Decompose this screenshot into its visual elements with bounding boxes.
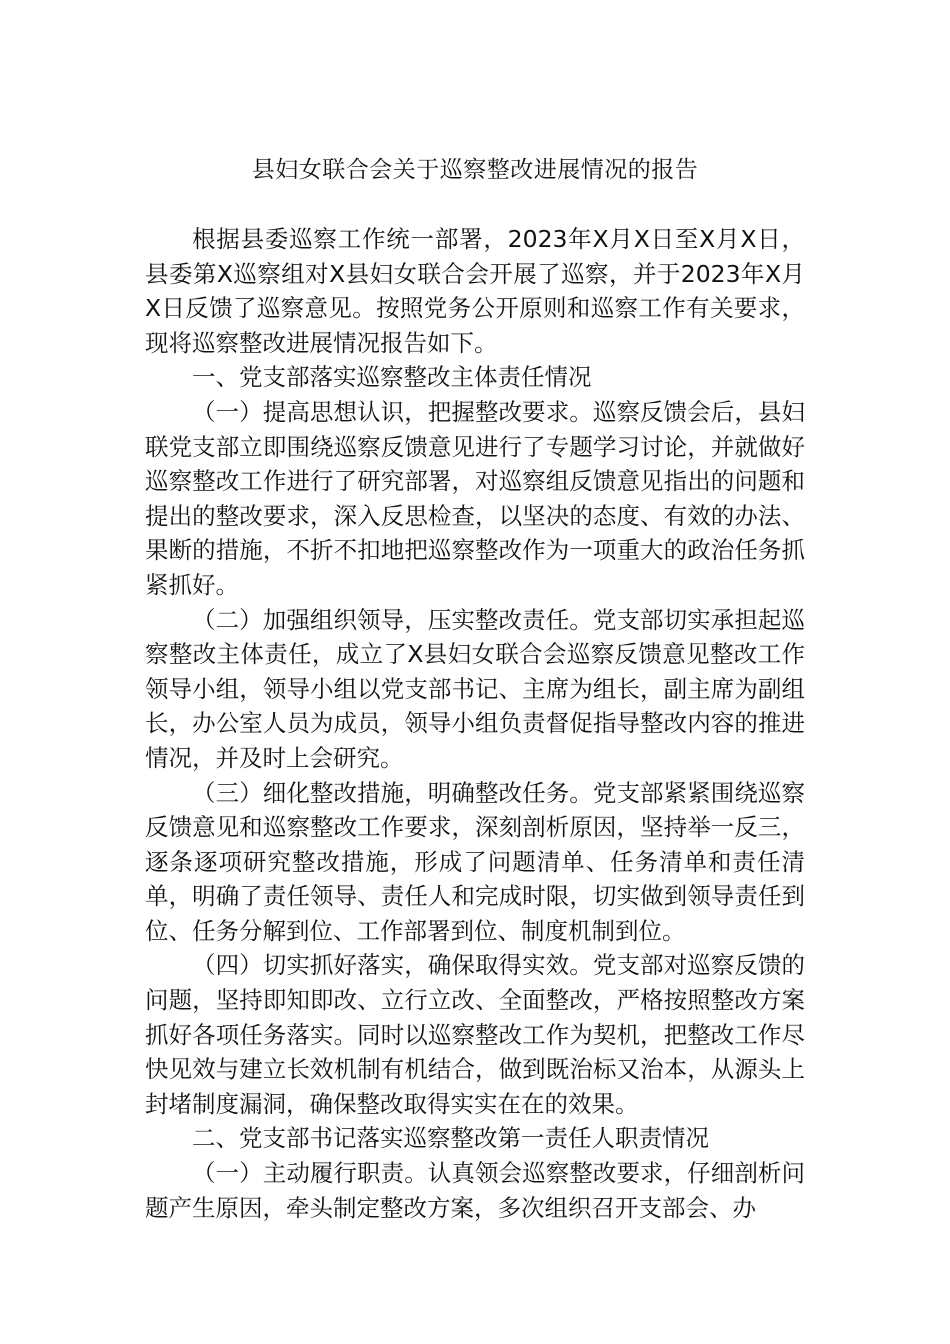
section-heading-2: 二、党支部书记落实巡察整改第一责任人职责情况 <box>192 1124 709 1153</box>
intro-paragraph: 根据县委巡察工作统一部署，2023年X月X日至X月X日，县委第X巡察组对X县妇女联合会开展了巡察，并于2023年X月X日反馈了巡察意见。按照党务公开原则和巡察工作有关要求，现将巡察整改进展情况报告如下。 <box>145 225 805 357</box>
paragraph-1-1: （一）提高思想认识，把握整改要求。巡察反馈会后，县妇联党支部立即围绕巡察反馈意见进行了专题学习讨论，并就做好巡察整改工作进行了研究部署，对巡察组反馈意见指出的问题和提出的整改要求，深入反思检查，以坚决的态度、有效的办法、果断的措施，不折不扣地把巡察整改作为一项重大的政治任务抓紧抓好。 <box>145 397 805 599</box>
document-body <box>145 222 805 1225</box>
paragraph-1-3: （三）细化整改措施，明确整改任务。党支部紧紧围绕巡察反馈意见和巡察整改工作要求，深刻剖析原因，坚持举一反三，逐条逐项研究整改措施，形成了问题清单、任务清单和责任清单，明确了责任领导、责任人和完成时限，切实做到领导责任到位、任务分解到位、工作部署到位、制度机制到位。 <box>145 778 805 945</box>
paragraph-2-1: （一）主动履行职责。认真领会巡察整改要求，仔细剖析问题产生原因，牵头制定整改方案，多次组织召开支部会、办 <box>145 1159 805 1222</box>
paragraph-1-4: （四）切实抓好落实，确保取得实效。党支部对巡察反馈的问题，坚持即知即改、立行立改、全面整改，严格按照整改方案抓好各项任务落实。同时以巡察整改工作为契机，把整改工作尽快见效与建立长效机制有机结合，做到既治标又治本，从源头上封堵制度漏洞，确保整改取得实实在在的效果。 <box>145 951 805 1118</box>
section-heading-1: 一、党支部落实巡察整改主体责任情况 <box>192 363 592 392</box>
paragraph-1-2: （二）加强组织领导，压实整改责任。党支部切实承担起巡察整改主体责任，成立了X县妇女联合会巡察反馈意见整改工作领导小组，领导小组以党支部书记、主席为组长，副主席为副组长，办公室人员为成员，领导小组负责督促指导整改内容的推进情况，并及时上会研究。 <box>145 605 805 772</box>
document-title: 县妇女联合会关于巡察整改进展情况的报告 <box>251 157 699 183</box>
